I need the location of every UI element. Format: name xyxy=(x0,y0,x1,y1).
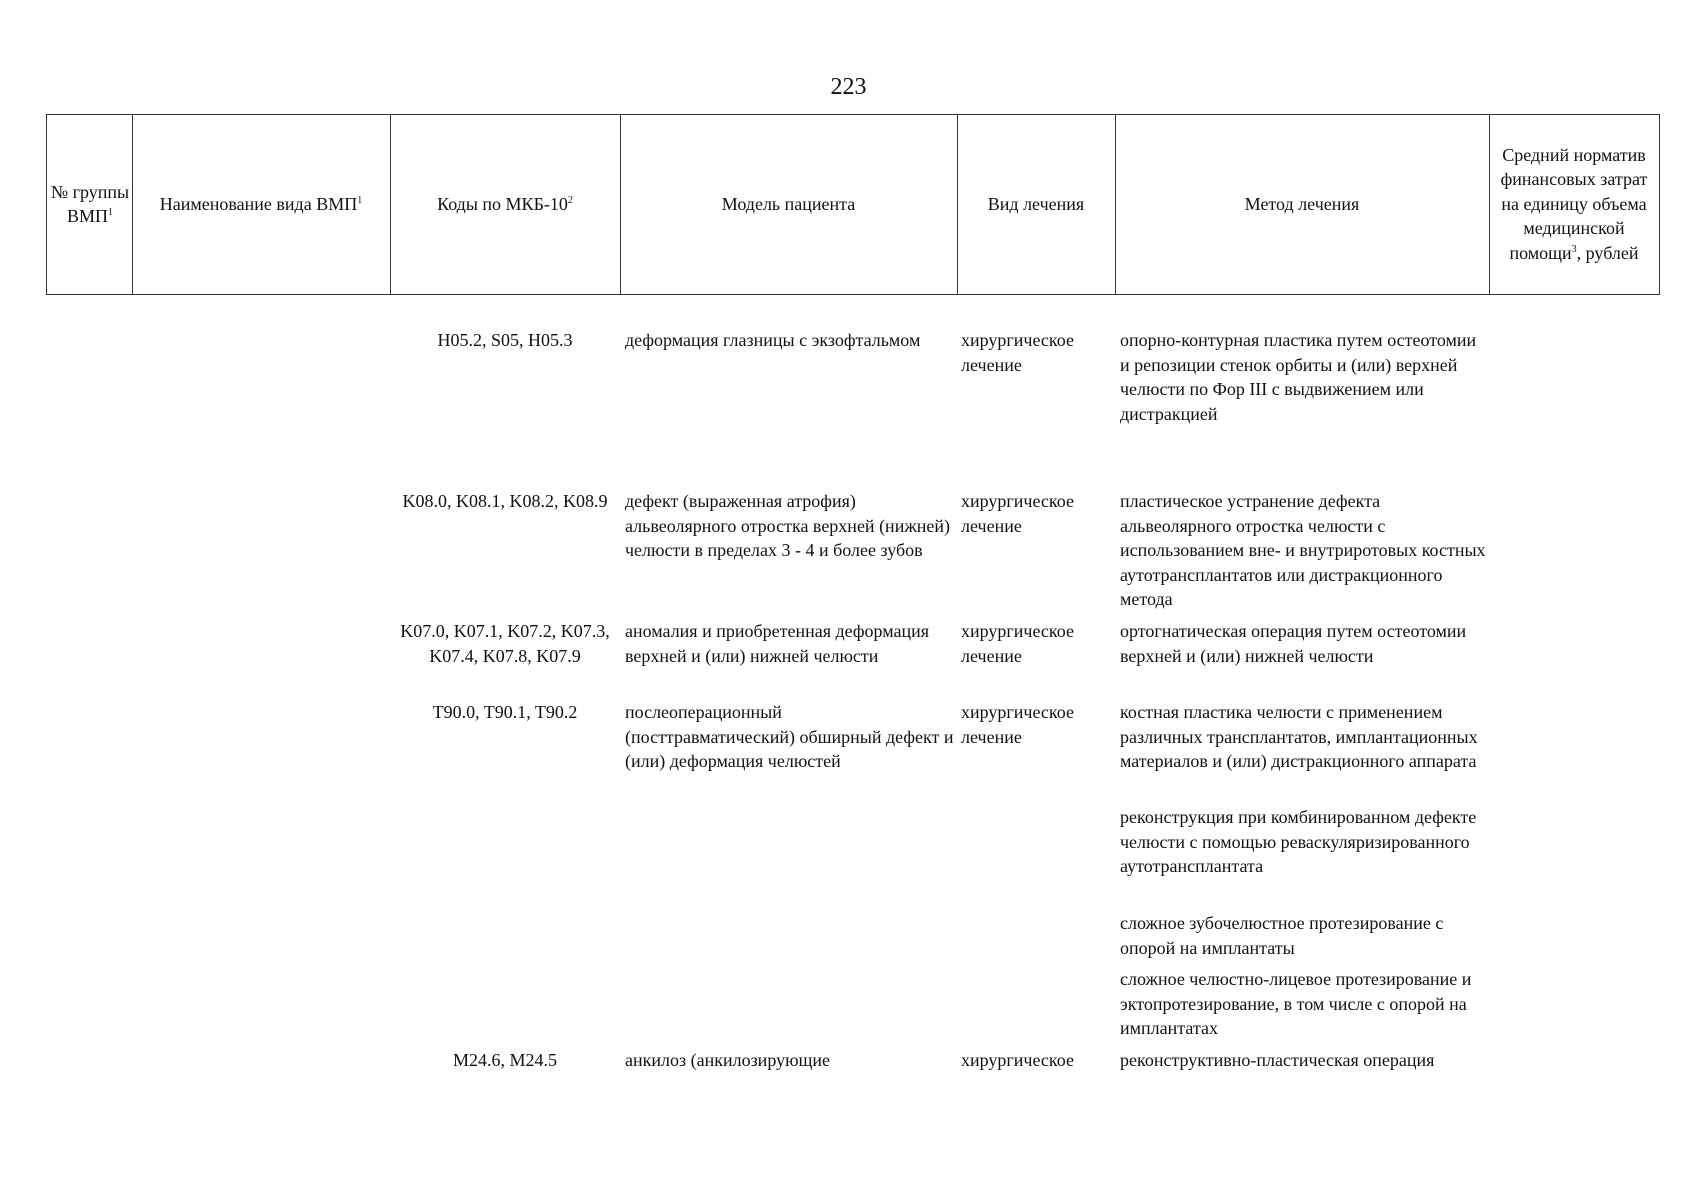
row-patient-model: послеоперационный (посттравматический) обширный дефект и (или) деформация челюстей xyxy=(625,702,954,771)
row-treatment-method: опорно-контурная пластика путем остеотомии и репозиции стенок орбиты и (или) верхней челюсти по Фор III с выдвижением или дистракцией xyxy=(1120,330,1477,424)
row-patient-model: дефект (выраженная атрофия) альвеолярного отростка верхней (нижней) челюсти в пределах 3 - 4 и более зубов xyxy=(625,491,951,560)
column-divider xyxy=(1659,114,1660,294)
row-icd-codes: M24.6, M24.5 xyxy=(452,1050,557,1070)
row-treatment-method: сложное челюстно-лицевое протезирование и эктопротезирование, в том числе с опорой на имплантатах xyxy=(1120,969,1472,1038)
row-treatment-method: сложное зубочелюстное протезирование с опорой на имплантаты xyxy=(1120,913,1444,958)
row-treatment-method: реконструктивно-пластическая операция xyxy=(1120,1050,1435,1070)
row-icd-codes: K08.0, K08.1, K08.2, K08.9 xyxy=(402,491,608,511)
page-number: 223 xyxy=(830,74,867,100)
column-divider xyxy=(390,114,391,294)
row-treatment-method: пластическое устранение дефекта альвеолярного отростка челюсти с использованием вне- и внутриротовых костных аутотрансплантатов или дистракционного метода xyxy=(1120,491,1486,609)
column-divider xyxy=(1115,114,1116,294)
row-treatment-type: хирургическое лечение xyxy=(961,621,1074,666)
header-patient-model: Модель пациента xyxy=(721,193,856,214)
column-divider xyxy=(1489,114,1490,294)
row-patient-model: деформация глазницы с экзофтальмом xyxy=(625,330,921,350)
column-divider xyxy=(46,114,47,294)
column-divider xyxy=(957,114,958,294)
row-icd-codes: K07.0, K07.1, K07.2, K07.3, K07.4, K07.8, K07.9 xyxy=(400,621,610,666)
header-group-number: № группы ВМП$^1$ xyxy=(50,181,130,226)
row-patient-model: аномалия и приобретенная деформация верхней и (или) нижней челюсти xyxy=(625,621,930,666)
header-bottom-rule xyxy=(46,294,1660,295)
row-icd-codes: H05.2, S05, H05.3 xyxy=(437,330,573,350)
header-vmp-name: Наименование вида ВМП$^1$ xyxy=(159,193,363,214)
header-icd-codes: Коды по МКБ-$10^2$ xyxy=(437,193,573,214)
header-treatment-type: Вид лечения xyxy=(987,193,1085,214)
row-treatment-type: хирургическое xyxy=(961,1050,1074,1070)
row-treatment-type: хирургическое лечение xyxy=(961,491,1074,536)
row-treatment-method: реконструкция при комбинированном дефекте челюсти с помощью реваскуляризированного аутотрансплантата xyxy=(1120,807,1477,876)
row-treatment-type: хирургическое лечение xyxy=(961,330,1074,375)
column-divider xyxy=(132,114,133,294)
column-divider xyxy=(620,114,621,294)
row-treatment-method: ортогнатическая операция путем остеотомии верхней и (или) нижней челюсти xyxy=(1120,621,1467,666)
row-icd-codes: T90.0, T90.1, T90.2 xyxy=(432,702,578,722)
header-treatment-method: Метод лечения xyxy=(1244,193,1360,214)
header-cost-norm: Средний норматив финансовых затрат на единицу объема медицинской помощи$^3$, рублей xyxy=(1500,144,1648,263)
row-treatment-type: хирургическое лечение xyxy=(961,702,1074,747)
row-treatment-method: костная пластика челюсти с применением различных трансплантатов, имплантационных материалов и (или) дистракционного аппарата xyxy=(1120,702,1478,771)
row-patient-model: анкилоз (анкилозирующие xyxy=(625,1050,831,1070)
